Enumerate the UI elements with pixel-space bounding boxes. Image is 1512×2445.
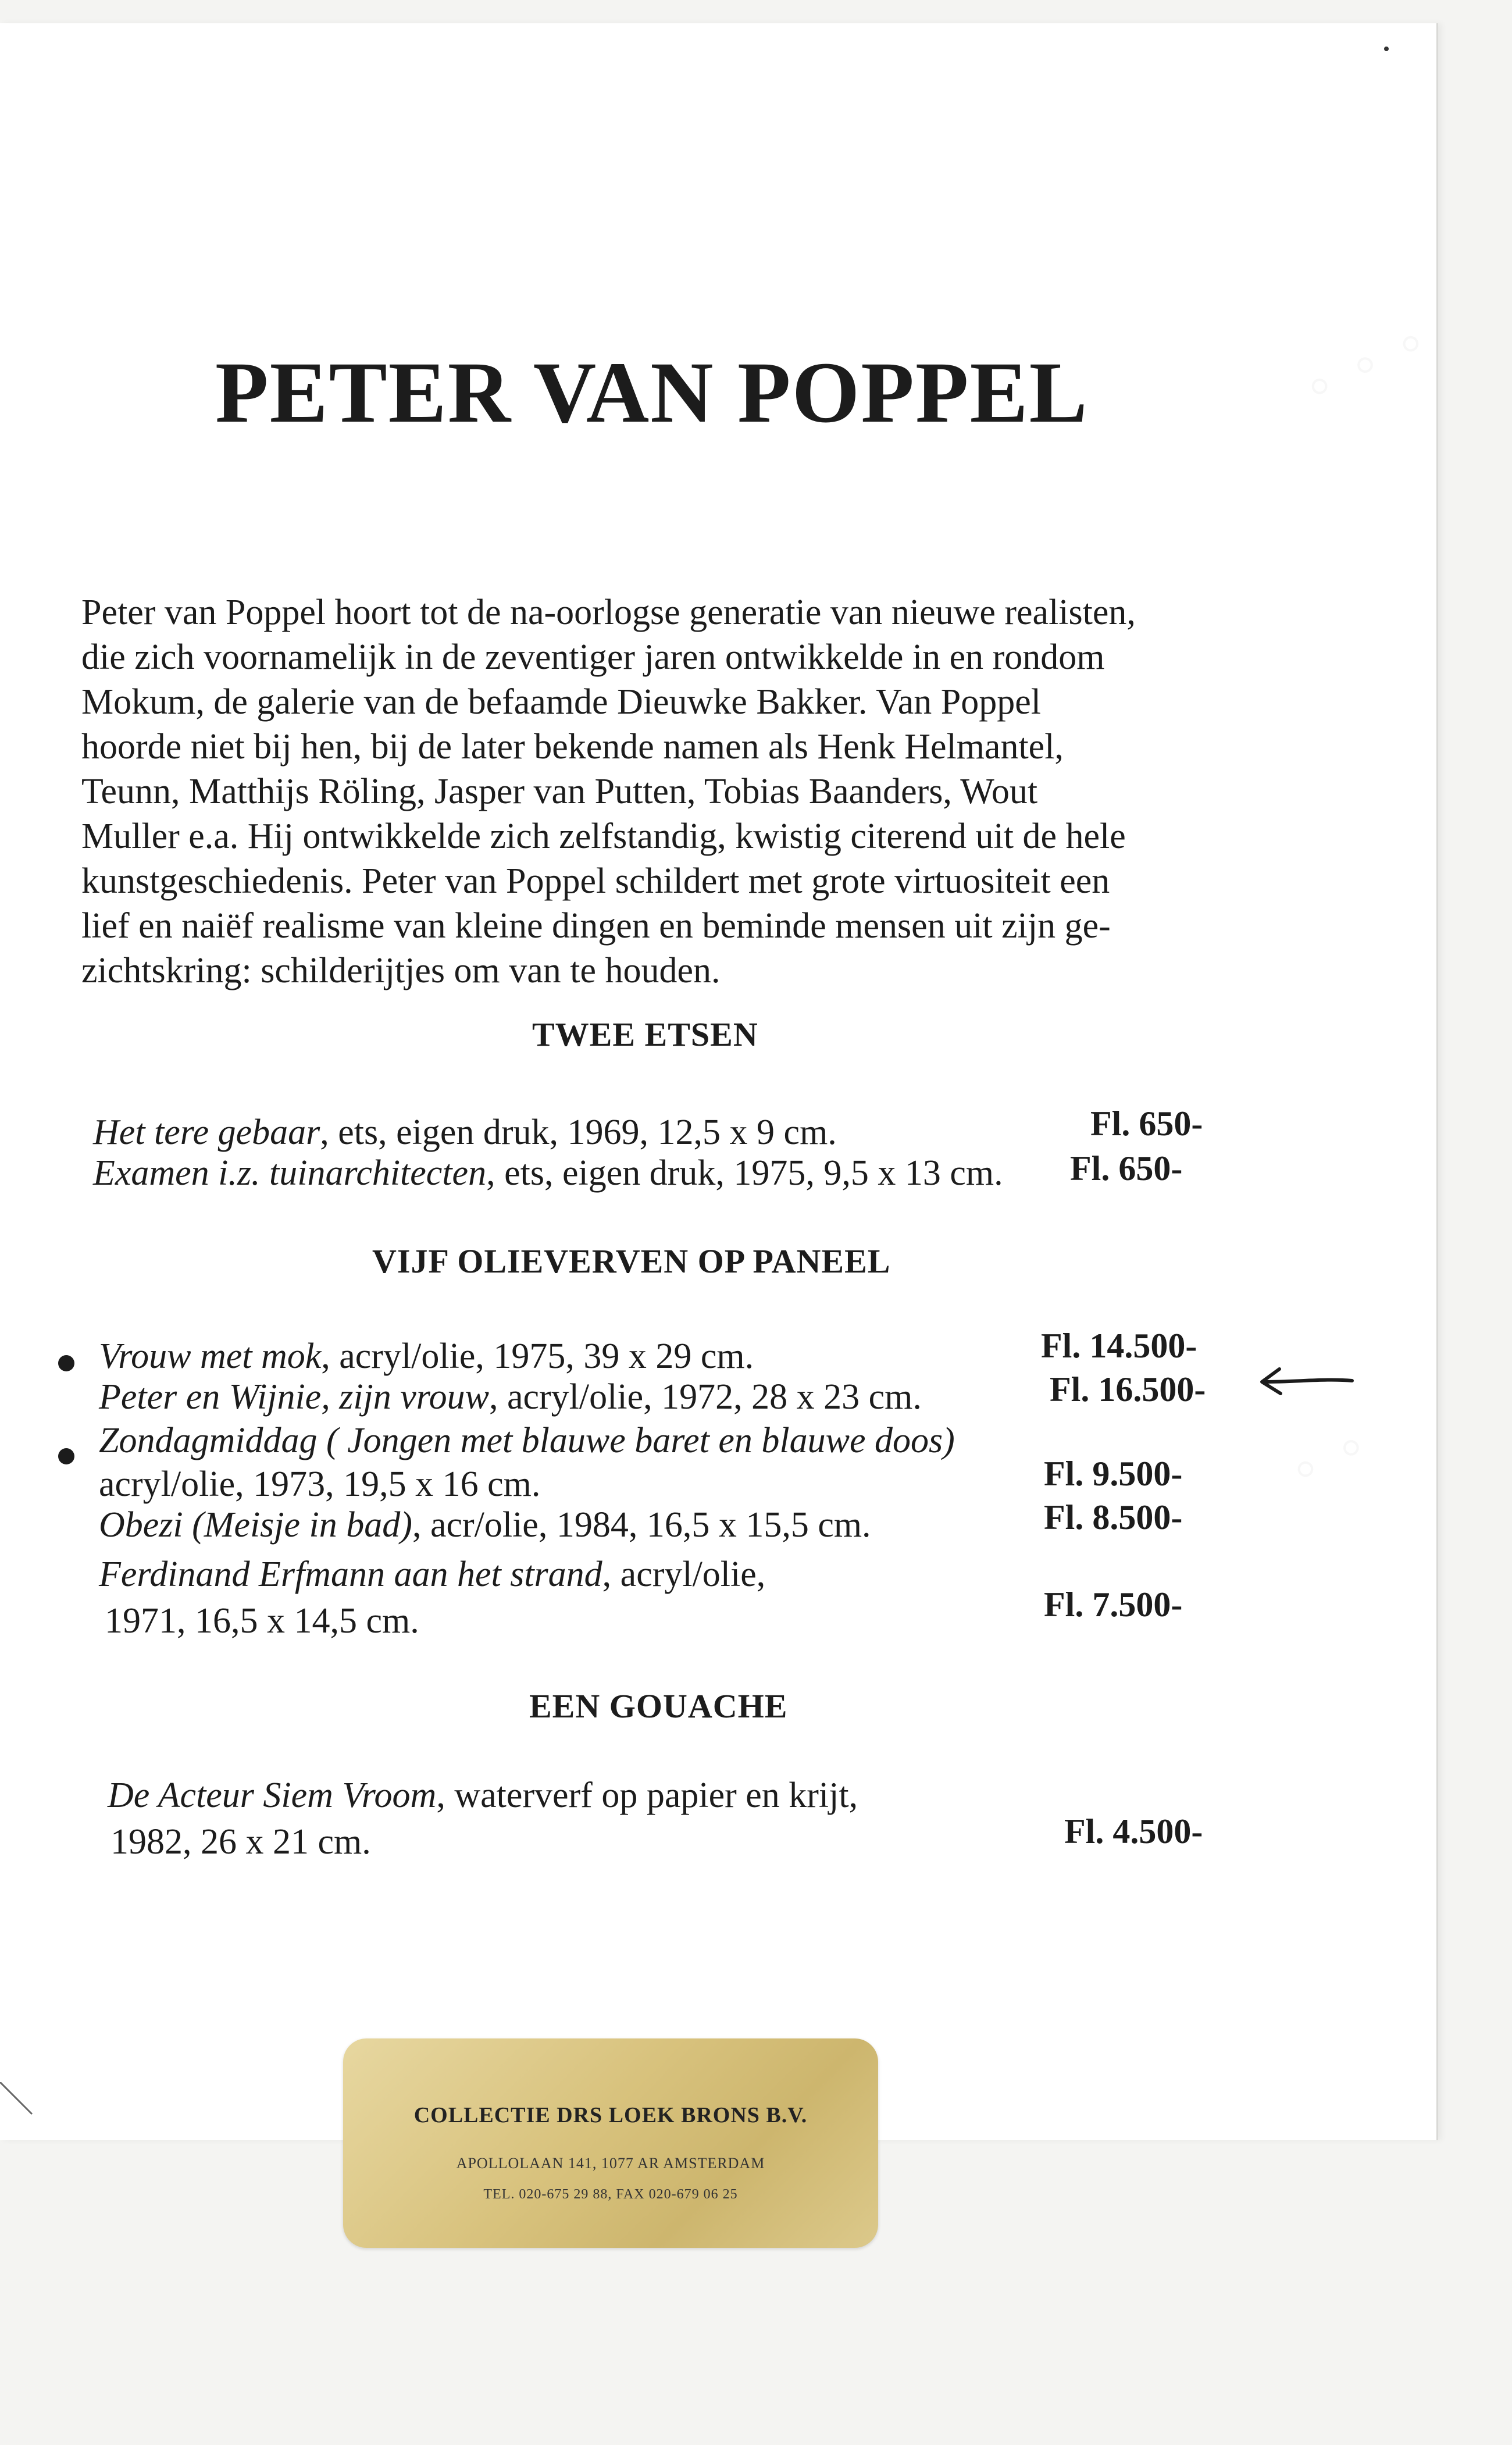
artwork-title: De Acteur Siem Vroom bbox=[108, 1776, 437, 1815]
artwork-entry bbox=[99, 1375, 922, 1418]
collection-stamp bbox=[343, 2038, 878, 2248]
section-heading-etsen: TWEE ETSEN bbox=[532, 1015, 758, 1053]
artwork-title: Ferdinand Erfmann aan het strand bbox=[99, 1555, 602, 1594]
artwork-entry bbox=[105, 1599, 419, 1642]
watermark-bleed: ◦ ◦ ◦ bbox=[1293, 302, 1441, 422]
artwork-price: Fl. 650- bbox=[1090, 1104, 1203, 1143]
document-page bbox=[0, 23, 1441, 2140]
artwork-price: Fl. 8.500- bbox=[1044, 1498, 1183, 1537]
artwork-entry bbox=[99, 1335, 754, 1378]
artwork-price: Fl. 4.500- bbox=[1064, 1812, 1203, 1851]
artwork-entry bbox=[93, 1152, 1003, 1195]
intro-line: Muller e.a. Hij ontwikkelde zich zelfstandig, kwistig citerend uit de hele bbox=[81, 817, 1126, 856]
watermark-bleed: ◦ ◦ bbox=[1279, 1407, 1381, 1505]
scan-speck bbox=[1384, 47, 1389, 51]
intro-line: Peter van Poppel hoort tot de na-oorlogse generatie van nieuwe realisten, bbox=[81, 593, 1136, 632]
artwork-details: acryl/olie, 1973, 19,5 x 16 cm. bbox=[99, 1464, 541, 1504]
artwork-price: Fl. 650- bbox=[1070, 1149, 1183, 1188]
section-heading-gouache: EEN GOUACHE bbox=[529, 1687, 788, 1725]
stamp-address: APOLLOLAAN 141, 1077 AR AMSTERDAM bbox=[456, 2155, 765, 2172]
intro-line: die zich voornamelijk in de zeventiger jaren ontwikkelde in en rondom bbox=[81, 637, 1105, 677]
artwork-title: Het tere gebaar bbox=[93, 1113, 320, 1152]
bullet-marker bbox=[58, 1448, 74, 1464]
artwork-entry bbox=[99, 1553, 765, 1596]
artwork-details: , acr/olie, 1984, 16,5 x 15,5 cm. bbox=[412, 1505, 871, 1545]
artwork-entry bbox=[99, 1503, 871, 1546]
stamp-collection-name: COLLECTIE DRS LOEK BRONS B.V. bbox=[413, 2103, 808, 2127]
intro-line: Teunn, Matthijs Röling, Jasper van Putten, Tobias Baanders, Wout bbox=[81, 772, 1038, 811]
intro-line: zichtskring: schilderijtjes om van te houden. bbox=[81, 951, 721, 990]
artwork-entry bbox=[110, 1820, 371, 1863]
artwork-details: , ets, eigen druk, 1975, 9,5 x 13 cm. bbox=[486, 1153, 1003, 1193]
artwork-details: 1971, 16,5 x 14,5 cm. bbox=[105, 1601, 419, 1641]
artwork-price: Fl. 16.500- bbox=[1050, 1370, 1206, 1409]
intro-line: lief en naiëf realisme van kleine dingen en beminde mensen uit zijn ge- bbox=[81, 906, 1111, 946]
stamp-phone: TEL. 020-675 29 88, FAX 020-679 06 25 bbox=[483, 2187, 738, 2202]
artwork-details: , acryl/olie, 1975, 39 x 29 cm. bbox=[321, 1336, 754, 1376]
artwork-title: Zondagmiddag ( Jongen met blauwe baret en blauwe doos) bbox=[99, 1421, 955, 1460]
artwork-details: 1982, 26 x 21 cm. bbox=[110, 1822, 371, 1862]
artwork-price: Fl. 7.500- bbox=[1044, 1585, 1183, 1624]
artwork-price: Fl. 9.500- bbox=[1044, 1455, 1183, 1493]
artwork-details: , acryl/olie, bbox=[602, 1555, 766, 1594]
artwork-title: Peter en Wijnie, zijn vrouw bbox=[99, 1377, 489, 1417]
intro-paragraph bbox=[81, 590, 1221, 993]
artwork-title: Obezi (Meisje in bad) bbox=[99, 1505, 412, 1545]
intro-line: kunstgeschiedenis. Peter van Poppel schildert met grote virtuositeit een bbox=[81, 861, 1110, 901]
section-heading-olieverven: VIJF OLIEVERVEN OP PANEEL bbox=[372, 1242, 891, 1280]
artwork-details: , acryl/olie, 1972, 28 x 23 cm. bbox=[488, 1377, 922, 1417]
artwork-entry bbox=[108, 1774, 858, 1817]
edge-crease-mark bbox=[0, 2082, 35, 2117]
intro-line: hoorde niet bij hen, bij de later bekende namen als Henk Helmantel, bbox=[81, 727, 1064, 767]
arrow-left-icon bbox=[1256, 1361, 1355, 1402]
intro-line: Mokum, de galerie van de befaamde Dieuwke Bakker. Van Poppel bbox=[81, 682, 1041, 722]
artwork-entry bbox=[93, 1111, 837, 1154]
page-title: PETER VAN POPPEL bbox=[215, 344, 1089, 441]
artwork-details: , ets, eigen druk, 1969, 12,5 x 9 cm. bbox=[320, 1113, 837, 1152]
artwork-title: Vrouw met mok bbox=[99, 1336, 322, 1376]
artwork-details: , waterverf op papier en krijt, bbox=[436, 1776, 858, 1815]
artwork-entry bbox=[99, 1419, 955, 1462]
artwork-entry bbox=[99, 1463, 540, 1506]
bullet-marker bbox=[58, 1355, 74, 1371]
artwork-price: Fl. 14.500- bbox=[1041, 1327, 1197, 1365]
artwork-title: Examen i.z. tuinarchitecten bbox=[93, 1153, 487, 1193]
